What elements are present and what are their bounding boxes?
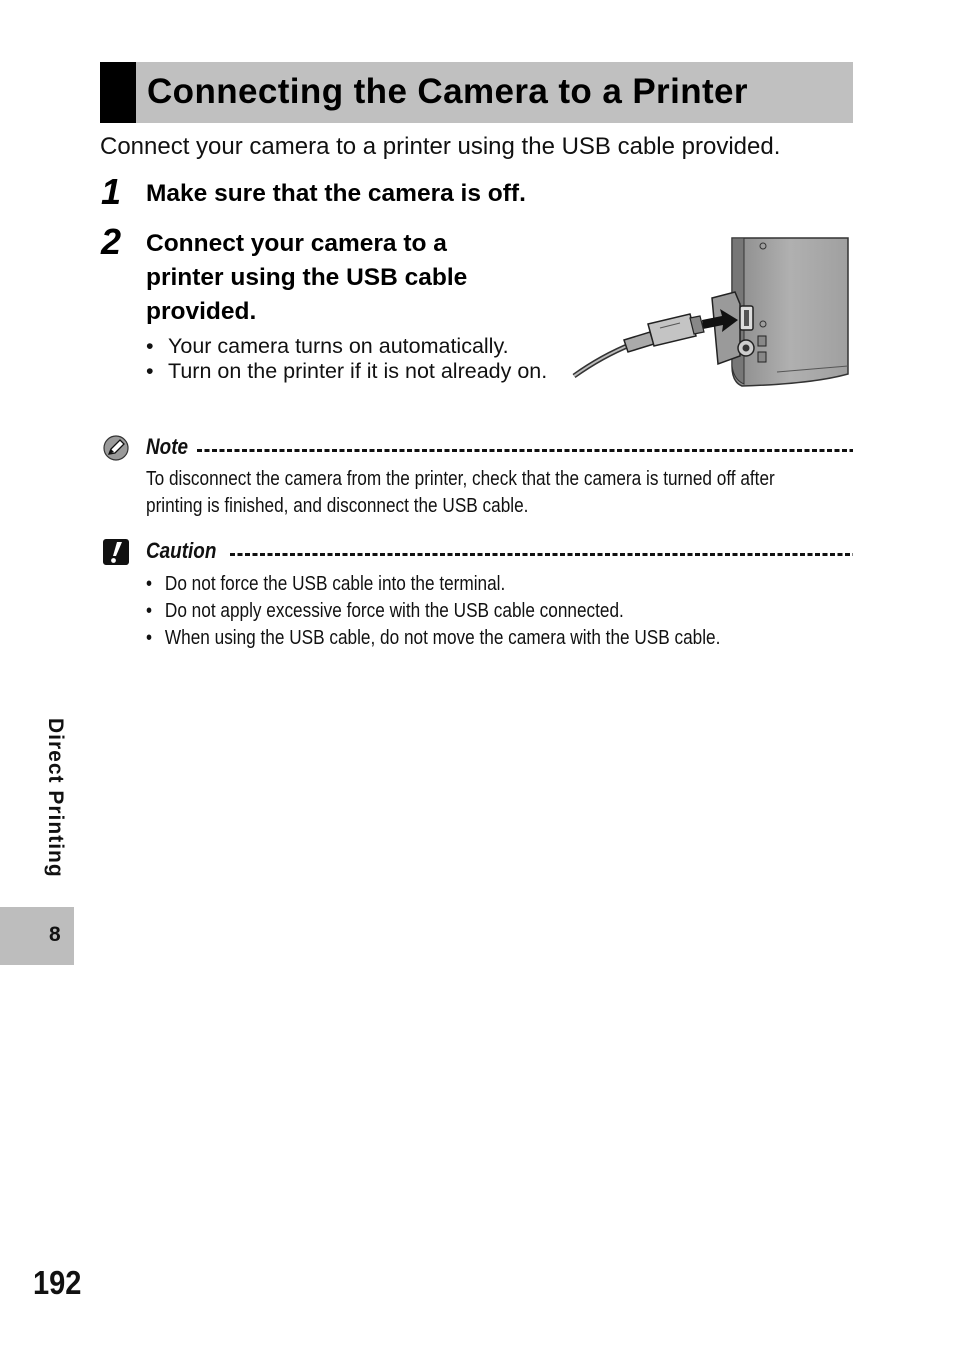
note-divider [197, 449, 853, 452]
note-pencil-icon [102, 434, 130, 462]
list-item: • Your camera turns on automatically. [146, 334, 547, 359]
title-marker [100, 62, 136, 123]
caution-label: Caution [146, 538, 217, 563]
caution-bullets [146, 571, 720, 652]
caution-divider [230, 553, 853, 556]
note-line: printing is finished, and disconnect the USB cable. [146, 495, 529, 517]
intro-text: Connect your camera to a printer using the USB cable provided. [100, 133, 781, 160]
chapter-number: 8 [49, 923, 61, 946]
camera-usb-illustration [572, 236, 850, 388]
step-2-number: 2 [101, 221, 122, 262]
list-item: • When using the USB cable, do not move the camera with the USB cable. [146, 625, 720, 652]
page-number: 192 [33, 1264, 82, 1301]
chapter-tab [0, 907, 74, 965]
note-heading [146, 434, 853, 462]
list-item: • Do not force the USB cable into the terminal. [146, 571, 720, 598]
step-1-number: 1 [101, 171, 122, 212]
step-2-bullets [146, 334, 547, 384]
step-1-text: Make sure that the camera is off. [146, 180, 526, 207]
list-item: • Turn on the printer if it is not already on. [146, 359, 547, 384]
page-title: Connecting the Camera to a Printer [147, 72, 748, 111]
section-side-label: Direct Printing [44, 718, 67, 878]
note-text [146, 466, 775, 520]
step-2-line: provided. [146, 298, 257, 325]
step-2-line: Connect your camera to a [146, 230, 447, 257]
caution-heading [146, 538, 853, 566]
caution-exclamation-icon [102, 538, 130, 566]
note-label: Note [146, 434, 189, 459]
note-line: To disconnect the camera from the printer, check that the camera is turned off after [146, 468, 775, 490]
step-2-line: printer using the USB cable [146, 264, 468, 291]
list-item: • Do not apply excessive force with the USB cable connected. [146, 598, 720, 625]
title-bar [100, 62, 853, 123]
step-2-text [146, 227, 467, 329]
